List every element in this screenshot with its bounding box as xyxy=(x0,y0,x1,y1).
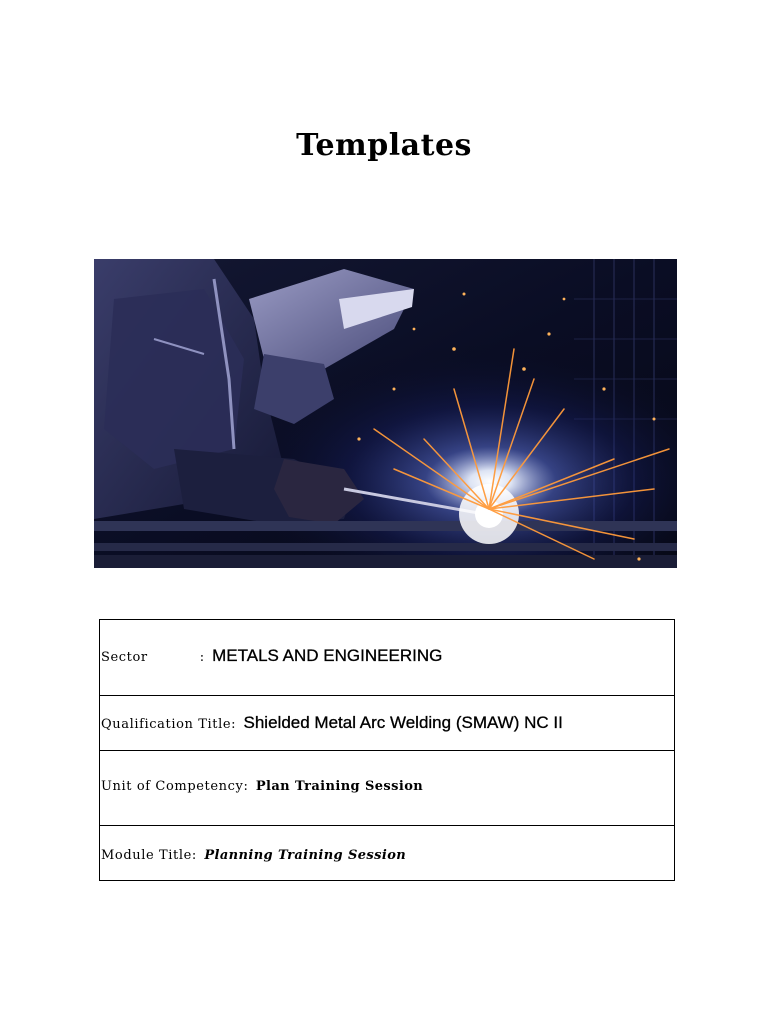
table-row-sector xyxy=(100,620,675,696)
document-title: Templates xyxy=(296,128,472,163)
qualification-separator: : xyxy=(231,717,236,732)
module-label: Module Title xyxy=(101,847,192,863)
sector-label: Sector xyxy=(101,649,148,665)
module-info-table xyxy=(99,619,675,881)
table-row-unit xyxy=(100,751,675,826)
module-value: Planning Training Session xyxy=(204,847,407,863)
welding-photo xyxy=(94,259,677,568)
table-row-qualification xyxy=(100,696,675,751)
qualification-label: Qualification Title xyxy=(101,717,232,732)
table-row-module xyxy=(100,826,675,881)
unit-label: Unit of Competency xyxy=(101,778,244,794)
sector-separator: : xyxy=(199,649,205,665)
unit-separator: : xyxy=(243,778,248,794)
sector-value: METALS AND ENGINEERING xyxy=(212,645,443,665)
module-separator: : xyxy=(191,847,197,863)
qualification-value: Shielded Metal Arc Welding (SMAW) NC II xyxy=(243,713,563,732)
unit-value: Plan Training Session xyxy=(255,778,424,794)
